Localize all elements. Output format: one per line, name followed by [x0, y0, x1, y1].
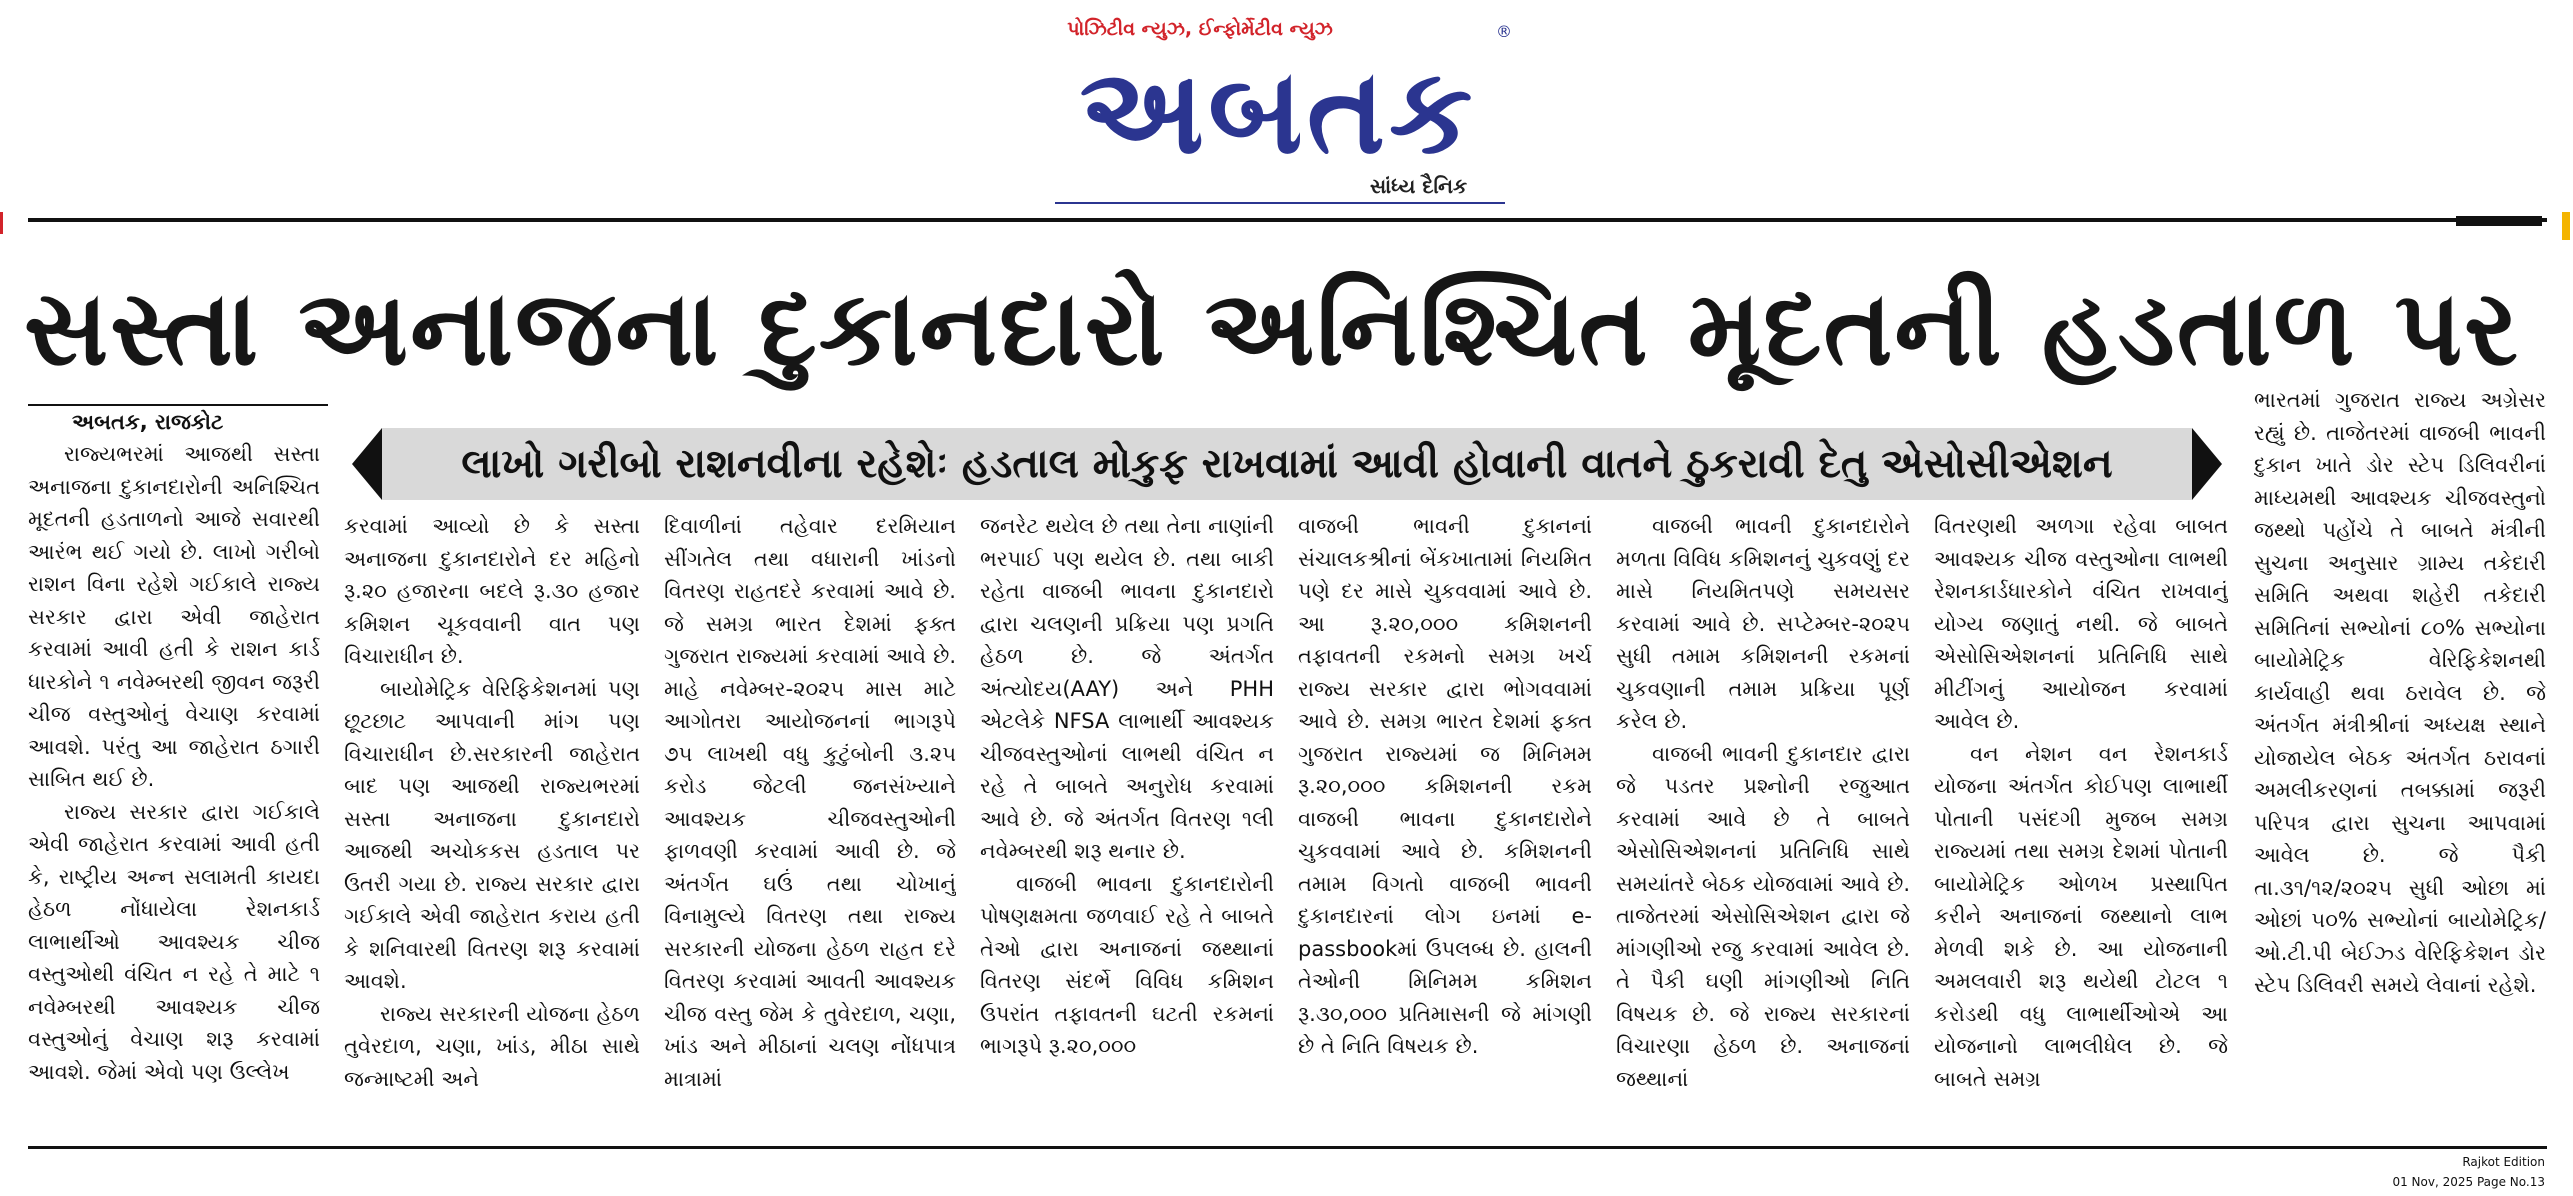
- article-paragraph: ભારતમાં ગુજરાત રાજ્ય અગ્રેસર રહ્યું છે. તાજેતરમાં વાજબી ભાવની દુકાન ખાતે ડોર સ્ટેપ ડિલિવરીનાં માધ્યમથી આવશ્યક ચીજવસ્તુનો જથ્થો પહોંચે તે બાબતે મંત્રીની સુચના અનુસાર ગ્રામ્ય તકેદારી સમિતિ અથવા શહેરી તકેદારી સમિતિનાં સભ્યોનાં ૮૦% સભ્યોના બાયોમેટ્રિક વેરિફિકેશનથી કાર્યવાહી થવા ઠરાવેલ છે. જે અંતર્ગત મંત્રીશ્રીનાં અધ્યક્ષ સ્થાને યોજાયેલ બેઠક અંતર્ગત ઠરાવનાં અમલીકરણનાં તબક્કામાં જરૂરી પરિપત્ર દ્વારા સુચના આપવામાં આવેલ છે. જે પૈકી તા.૩૧/૧૨/૨૦૨૫ સુધી ઓછા માં ઓછાં ૫૦% સભ્યોનાં બાયોમેટ્રિક/ઓ.ટી.પી બેઈઝ્ડ વેરિફિકેશન ડોર સ્ટેપ ડિલિવરી સમયે લેવાનાં રહેશે.: [2254, 388, 2546, 997]
- article-column-7: [1934, 510, 2228, 1130]
- article-paragraph: વાજબી ભાવની દુકાનનાં સંચાલકશ્રીનાં બેંકખાતામાં નિયમિત પણે દર માસે ચુકવવામાં આવે છે. આ રૂ.૨૦,૦૦૦ કમિશનની તફાવતની રકમનો સમગ્ર ખર્ચ રાજ્ય સરકાર દ્વારા ભોગવવામાં આવે છે. સમગ્ર ભારત દેશમાં ફક્ત ગુજરાત રાજ્યમાં જ મિનિમમ રૂ.૨૦,૦૦૦ કમિશનની રકમ વાજબી ભાવના દુકાનદારોને ચુકવવામાં આવે છે. કમિશનની તમામ વિગતો વાજબી ભાવની દુકાનદારનાં લોગ ઇનમાં e-passbookમાં ઉપલબ્ધ છે. હાલની તેઓની મિનિમમ કમિશન રૂ.૩૦,૦૦૦ પ્રતિમાસની જે માંગણી છે તે નિતિ વિષયક છે.: [1298, 514, 1592, 1058]
- article-paragraph: રાજ્ય સરકારની યોજના હેઠળ તુવેરદાળ, ચણા, ખાંડ, મીઠા સાથે જન્માષ્ટમી અને: [344, 1001, 640, 1091]
- article-column-6: [1616, 510, 1910, 1130]
- masthead-tagline: પોઝિટીવ ન્યુઝ, ઈન્ફોર્મેટીવ ન્યુઝ: [1067, 18, 1333, 40]
- article-column-8: [2254, 384, 2546, 1134]
- article-paragraph: વિતરણથી અળગા રહેવા બાબત આવશ્યક ચીજ વસ્તુઓના લાભથી રેશનકાર્ડધારકોને વંચિત રાખવાનું યોગ્ય જણાતું નથી. જે બાબતે એસોસિએશનનાં પ્રતિનિધિ સાથે મીટીંગનું આયોજન કરવામાં આવેલ છે.: [1934, 514, 2228, 733]
- article-column-3: [664, 510, 956, 1130]
- newspaper-logo: અબતક: [1079, 42, 1477, 180]
- article-paragraph: દિવાળીનાં તહેવાર દરમિયાન સીંગતેલ તથા વધારાની ખાંડનો વિતરણ રાહતદરે કરવામાં આવે છે. જે સમગ્ર ભારત દેશમાં ફક્ત ગુજરાત રાજ્યમાં કરવામાં આવે છે. માહે નવેમ્બર-૨૦૨૫ માસ માટે આગોતરા આયોજનનાં ભાગરૂપે ૭૫ લાખથી વધુ કુટુંબોની ૩.૨૫ કરોડ જેટલી જનસંખ્યાને આવશ્યક ચીજવસ્તુઓની ફાળવણી કરવામાં આવી છે. જે અંતર્ગત ઘઉં તથા ચોખાનું વિનામુલ્યે વિતરણ તથા રાજ્ય સરકારની યોજના હેઠળ રાહત દરે વિતરણ કરવામાં આવતી આવશ્યક ચીજ વસ્તુ જેમ કે તુવેરદાળ, ચણા, ખાંડ અને મીઠાનાં ચલણ નોંધપાત્ર માત્રામાં: [664, 514, 956, 1091]
- sub-headline: લાખો ગરીબો રાશનવીના રહેશેઃ હડતાલ મોકુફ રાખવામાં આવી હોવાની વાતને ઠુકરાવી દેતુ એસોસીએશન: [461, 441, 2113, 487]
- masthead-subtitle: સાંધ્ય દૈનિક: [1370, 174, 1468, 198]
- banner-arrow-left: [352, 428, 382, 500]
- article-paragraph: રાજ્યભરમાં આજથી સસ્તા અનાજના દુકાનદારોની અનિશ્ચિત મૂદતની હડતાળનો આજે સવારથી આરંભ થઈ ગયો છે. લાખો ગરીબો રાશન વિના રહેશે ગઈકાલે રાજ્ય સરકાર દ્વારા એવી જાહેરાત કરવામાં આવી હતી કે રાશન કાર્ડ ધારકોને ૧ નવેમ્બરથી જીવન જરૂરી ચીજ વસ્તુઓનું વેચાણ કરવામાં આવશે. પરંતુ આ જાહેરાત ઠગારી સાબિત થઈ છે.: [28, 442, 320, 791]
- article-paragraph: વાજબી ભાવની દુકાનદાર દ્વારા જે પડતર પ્રશ્નોની રજુઆત કરવામાં આવે છે તે બાબતે એસોસિએશનનાં પ્રતિનિધિ સાથે સમયાંતરે બેઠક યોજવામાં આવે છે. તાજેતરમાં એસોસિએશન દ્વારા જે માંગણીઓ રજુ કરવામાં આવેલ છે. તે પૈકી ઘણી માંગણીઓ નિતિ વિષયક છે. જે રાજ્ય સરકારનાં વિચારણા હેઠળ છે. અનાજનાં જથ્થાનાં: [1616, 741, 1910, 1091]
- edge-color-mark-left: [0, 212, 3, 234]
- byline-rule: [28, 404, 328, 406]
- article-paragraph: કરવામાં આવ્યો છે કે સસ્તા અનાજના દુકાનદારોને દર મહિનો રૂ.૨૦ હજારના બદલે રૂ.૩૦ હજાર કમિશન ચૂકવવાની વાત પણ વિચારાધીન છે.: [344, 514, 640, 668]
- page-info: 01 Nov, 2025 Page No.13: [2392, 1175, 2545, 1189]
- masthead-underline: [1055, 202, 1505, 204]
- banner-arrow-right: [2192, 428, 2222, 500]
- edition-label: Rajkot Edition: [2462, 1155, 2545, 1169]
- top-rule: [28, 218, 2547, 222]
- byline: અબતક, રાજકોટ: [72, 410, 224, 434]
- masthead: [1060, 14, 1520, 204]
- article-paragraph: વન નેશન વન રેશનકાર્ડ યોજના અંતર્ગત કોઈપણ લાભાર્થી પોતાની પસંદગી મુજબ સમગ્ર રાજ્યમાં તથા સમગ્ર દેશમાં પોતાની બાયોમેટ્રિક ઓળખ પ્રસ્થાપિત કરીને અનાજનાં જથ્થાનો લાભ મેળવી શકે છે. આ યોજનાની અમલવારી શરૂ થયેથી ટોટલ ૧ કરોડથી વધુ લાભાર્થીઓએ આ યોજનાનો લાભલીધેલ છે. જે બાબતે સમગ્ર: [1934, 741, 2228, 1091]
- edge-color-mark-right: [2562, 212, 2570, 240]
- article-paragraph: બાયોમેટ્રિક વેરિફિકેશનમાં પણ છૂટછાટ આપવાની માંગ પણ વિચારાધીન છે.સરકારની જાહેરાત બાદ પણ આજથી રાજ્યભરમાં સસ્તા અનાજના દુકાનદારો આજથી અચોકકસ હડતાલ પર ઉતરી ગયા છે. રાજ્ય સરકાર દ્વારા ગઈકાલે એવી જાહેરાત કરાય હતી કે શનિવારથી વિતરણ શરૂ કરવામાં આવશે.: [344, 676, 640, 993]
- registered-mark: ®: [1496, 22, 1512, 41]
- article-column-4: [980, 510, 1274, 1130]
- article-paragraph: વાજબી ભાવની દુકાનદારોને મળતા વિવિધ કમિશનનું ચુકવણું દર માસે નિયમિતપણે સમયસર કરવામાં આવે છે. સપ્ટેમ્બર-૨૦૨૫ સુધી તમામ કમિશનની રકમનાં ચુકવણાની તમામ પ્રક્રિયા પૂર્ણ કરેલ છે.: [1616, 514, 1910, 733]
- headline: સસ્તા અનાજના દુકાનદારો અનિશ્ચિત મૂદતની હડતાળ પર: [24, 267, 2520, 389]
- article-column-5: [1298, 510, 1592, 1130]
- top-rule-tab: [2456, 216, 2542, 226]
- article-paragraph: રાજ્ય સરકાર દ્વારા ગઈકાલે એવી જાહેરાત કરવામાં આવી હતી કે, રાષ્ટ્રીય અન્ન સલામતી કાયદા હેઠળ નોંધાયેલા રેશનકાર્ડ લાભાર્થીઓ આવશ્યક ચીજ વસ્તુઓથી વંચિત ન રહે તે માટે ૧ નવેમ્બરથી આવશ્યક ચીજ વસ્તુઓનું વેચાણ શરૂ કરવામાં આવશે. જેમાં એવો પણ ઉલ્લેખ: [28, 799, 320, 1084]
- article-column-2: [344, 510, 640, 1130]
- article-paragraph: વાજબી ભાવના દુકાનદારોની પોષણક્ષમતા જળવાઈ રહે તે બાબતે તેઓ દ્વારા અનાજનાં જથ્થાનાં વિતરણ સંદર્ભે વિવિધ કમિશન ઉપરાંત તફાવતની ઘટતી રકમનાં ભાગરૂપે રૂ.૨૦,૦૦૦: [980, 871, 1274, 1058]
- page-footer: [2392, 1152, 2545, 1192]
- article-paragraph: જનરેટ થયેલ છે તથા તેના નાણાંની ભરપાઈ પણ થયેલ છે. તથા બાકી રહેતા વાજબી ભાવના દુકાનદારો દ્વારા ચલણની પ્રક્રિયા પણ પ્રગતિ હેઠળ છે. જે અંતર્ગત અંત્યોદય(AAY) અને PHH એટલેકે NFSA લાભાર્થી આવશ્યક ચીજવસ્તુઓનાં લાભથી વંચિત ન રહે તે બાબતે અનુરોધ કરવામાં આવે છે. જે અંતર્ગત વિતરણ ૧લી નવેમ્બરથી શરૂ થનાર છે.: [980, 514, 1274, 863]
- article-column-1: [28, 438, 320, 1138]
- bottom-rule: [28, 1146, 2547, 1149]
- sub-headline-banner: [352, 428, 2222, 500]
